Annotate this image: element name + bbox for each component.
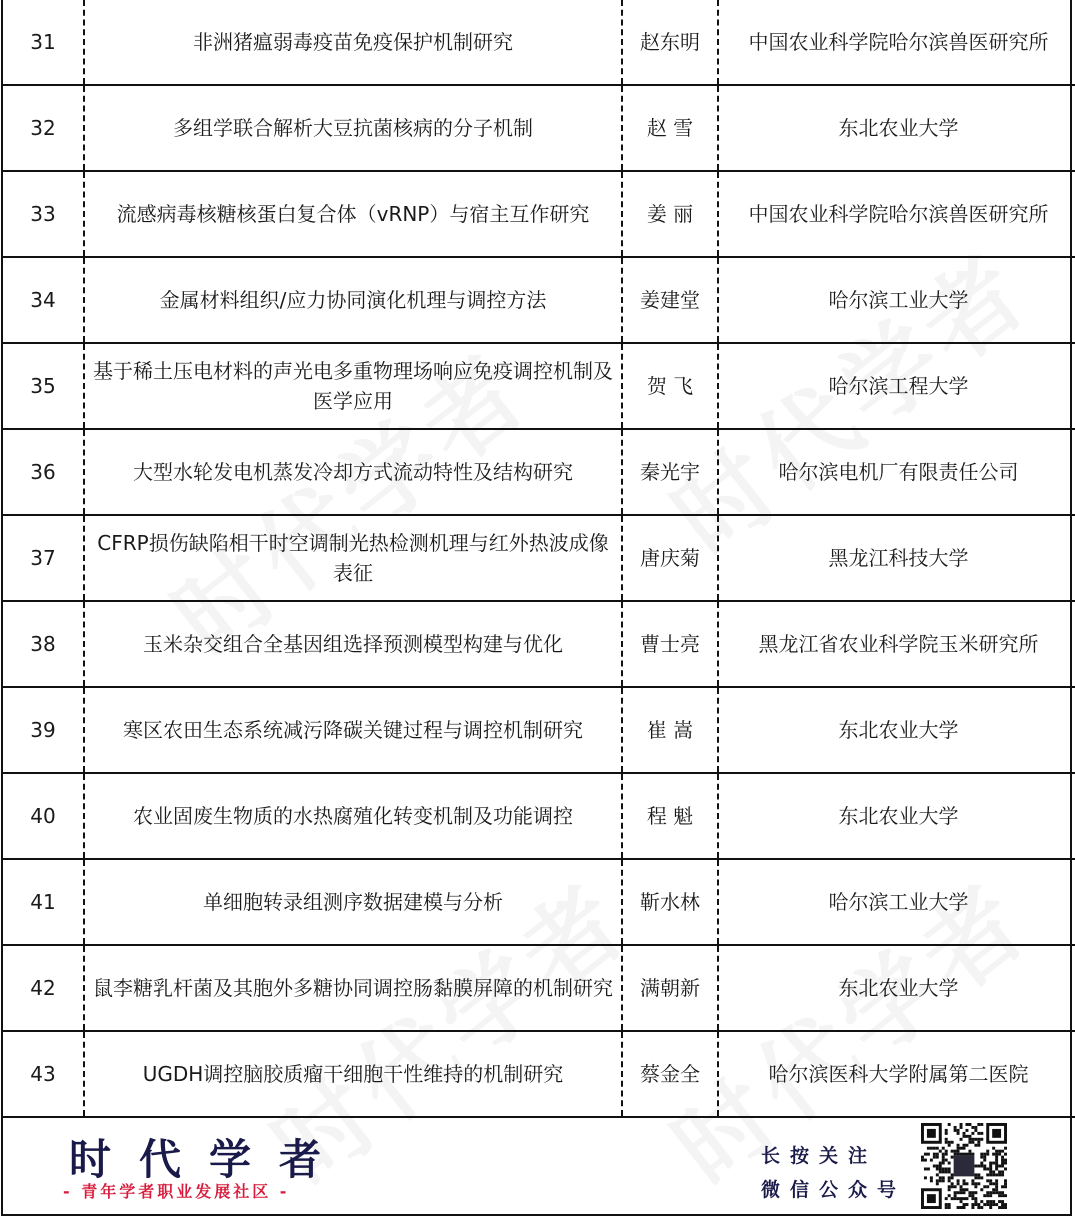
table-row — [3, 687, 1075, 773]
table-row — [3, 945, 1075, 1031]
project-title: 多组学联合解析大豆抗菌核病的分子机制 — [84, 85, 622, 171]
row-number: 32 — [3, 85, 84, 171]
project-title: 单细胞转录组测序数据建模与分析 — [84, 859, 622, 945]
researcher-name: 赵 雪 — [622, 85, 718, 171]
researcher-name: 崔 嵩 — [622, 687, 718, 773]
institution-name: 哈尔滨医科大学附属第二医院 — [718, 1031, 1075, 1117]
table-row — [3, 429, 1075, 515]
researcher-name: 曹士亮 — [622, 601, 718, 687]
institution-name: 中国农业科学院哈尔滨兽医研究所 — [718, 0, 1075, 85]
table-row — [3, 171, 1075, 257]
follow-prompt — [761, 1139, 906, 1207]
project-title: CFRP损伤缺陷相干时空调制光热检测机理与红外热波成像表征 — [84, 515, 622, 601]
project-title: 金属材料组织/应力协同演化机理与调控方法 — [84, 257, 622, 343]
row-number: 39 — [3, 687, 84, 773]
institution-name: 东北农业大学 — [718, 687, 1075, 773]
project-title: 鼠李糖乳杆菌及其胞外多糖协同调控肠黏膜屏障的机制研究 — [84, 945, 622, 1031]
brand-title: 时代学者 — [69, 1135, 350, 1184]
institution-name: 中国农业科学院哈尔滨兽医研究所 — [718, 171, 1075, 257]
project-title: 基于稀土压电材料的声光电多重物理场响应免疫调控机制及医学应用 — [84, 343, 622, 429]
follow-line-2: 微信公众号 — [761, 1179, 907, 1201]
table-row — [3, 257, 1075, 343]
institution-name: 哈尔滨工业大学 — [718, 859, 1075, 945]
row-number: 35 — [3, 343, 84, 429]
table-row — [3, 1031, 1075, 1117]
project-title: 非洲猪瘟弱毒疫苗免疫保护机制研究 — [84, 0, 622, 85]
project-title: 流感病毒核糖核蛋白复合体（vRNP）与宿主互作研究 — [84, 171, 622, 257]
researcher-name: 唐庆菊 — [622, 515, 718, 601]
institution-name: 黑龙江省农业科学院玉米研究所 — [718, 601, 1075, 687]
table-row — [3, 773, 1075, 859]
institution-name: 东北农业大学 — [718, 773, 1075, 859]
institution-name: 哈尔滨工程大学 — [718, 343, 1075, 429]
researcher-name: 蔡金全 — [622, 1031, 718, 1117]
institution-name: 黑龙江科技大学 — [718, 515, 1075, 601]
project-title: 大型水轮发电机蒸发冷却方式流动特性及结构研究 — [84, 429, 622, 515]
researcher-name: 满朝新 — [622, 945, 718, 1031]
table-row — [3, 859, 1075, 945]
row-number: 40 — [3, 773, 84, 859]
row-number: 38 — [3, 601, 84, 687]
brand-tagline: - 青年学者职业发展社区 - — [63, 1182, 290, 1201]
institution-name: 东北农业大学 — [718, 945, 1075, 1031]
table-row — [3, 85, 1075, 171]
table-row — [3, 0, 1075, 85]
row-number: 34 — [3, 257, 84, 343]
institution-name: 东北农业大学 — [718, 85, 1075, 171]
qr-code-icon[interactable] — [921, 1123, 1007, 1209]
row-number: 31 — [3, 0, 84, 85]
project-title: 寒区农田生态系统减污降碳关键过程与调控机制研究 — [84, 687, 622, 773]
project-title: 农业固废生物质的水热腐殖化转变机制及功能调控 — [84, 773, 622, 859]
institution-name: 哈尔滨工业大学 — [718, 257, 1075, 343]
table-row — [3, 343, 1075, 429]
researcher-name: 姜建堂 — [622, 257, 718, 343]
researcher-name: 赵东明 — [622, 0, 718, 85]
table-row — [3, 601, 1075, 687]
project-title: UGDH调控脑胶质瘤干细胞干性维持的机制研究 — [84, 1031, 622, 1117]
row-number: 33 — [3, 171, 84, 257]
row-number: 36 — [3, 429, 84, 515]
researcher-name: 程 魁 — [622, 773, 718, 859]
row-number: 43 — [3, 1031, 84, 1117]
follow-line-1: 长按关注 — [761, 1145, 878, 1167]
researcher-name: 秦光宇 — [622, 429, 718, 515]
researcher-name: 靳水林 — [622, 859, 718, 945]
table-row — [3, 515, 1075, 601]
row-number: 37 — [3, 515, 84, 601]
footer — [3, 1113, 1070, 1214]
researcher-name: 姜 丽 — [622, 171, 718, 257]
row-number: 42 — [3, 945, 84, 1031]
researcher-name: 贺 飞 — [622, 343, 718, 429]
project-title: 玉米杂交组合全基因组选择预测模型构建与优化 — [84, 601, 622, 687]
institution-name: 哈尔滨电机厂有限责任公司 — [718, 429, 1075, 515]
award-table — [3, 0, 1075, 1118]
row-number: 41 — [3, 859, 84, 945]
